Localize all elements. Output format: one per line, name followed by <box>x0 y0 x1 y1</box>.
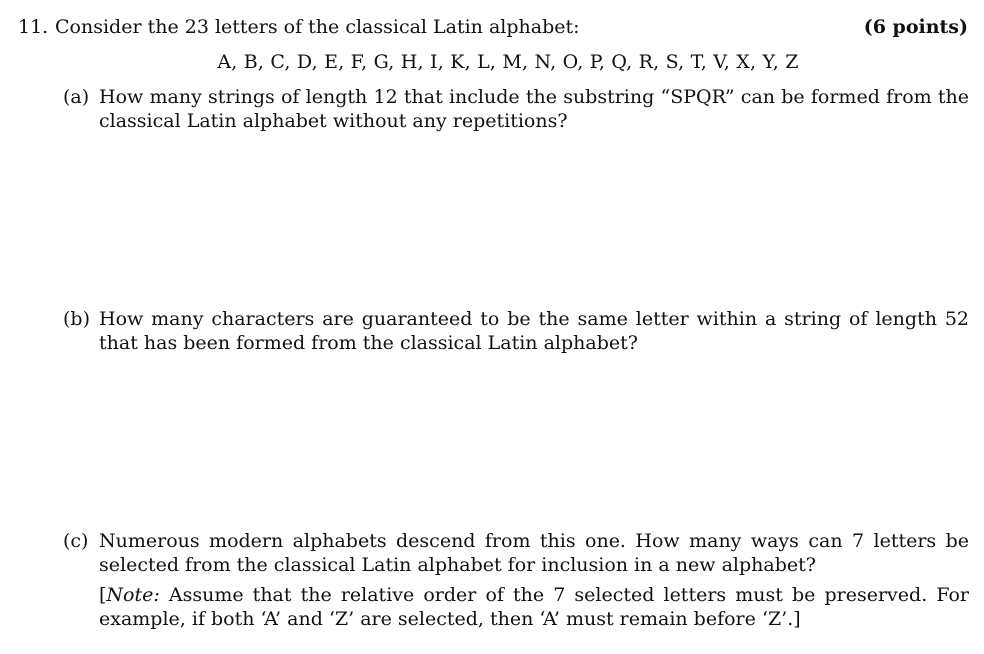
part-c-text: Numerous modern alphabets descend from this one. How many ways can 7 letters be selected from the classical Latin alphabet for inclusion in a new alphabet? <box>99 530 969 576</box>
part-a-label: (a) <box>63 86 90 108</box>
part-c-note <box>99 583 969 631</box>
note-bracket: [ <box>99 584 107 606</box>
points-label: (6 points) <box>863 16 968 38</box>
note-text: Assume that the relative order of the 7 selected letters must be preserved. For example, if both ‘A’ and ‘Z’ are selected, then ‘A’ must remain before ‘Z’.] <box>99 584 969 630</box>
alphabet-list: A, B, C, D, E, F, G, H, I, K, L, M, N, O, P, Q, R, S, T, V, X, Y, Z <box>217 51 799 73</box>
question-title: Consider the 23 letters of the classical Latin alphabet: <box>55 16 580 38</box>
question-number: 11. <box>18 16 49 38</box>
note-label: Note: <box>106 584 160 606</box>
part-b-text: How many characters are guaranteed to be the same letter within a string of length 52 that has been formed from the classical Latin alphabet? <box>99 308 969 354</box>
part-c-label: (c) <box>63 530 89 552</box>
part-a-text: How many strings of length 12 that include the substring “SPQR” can be formed from the classical Latin alphabet without any repetitions? <box>99 86 969 132</box>
part-b-label: (b) <box>63 308 90 330</box>
